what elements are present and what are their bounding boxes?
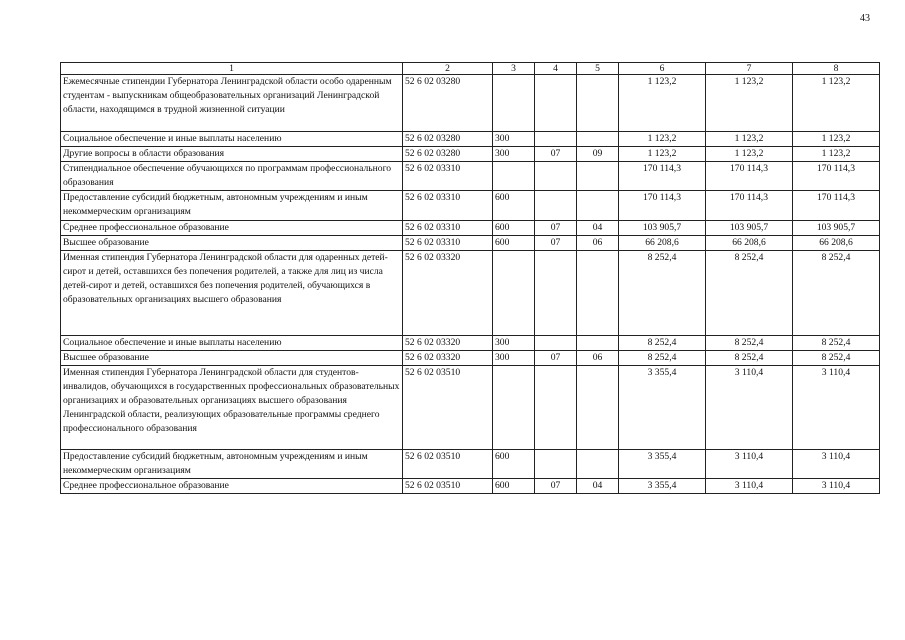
table-row: [61, 450, 880, 479]
row-name: Социальное обеспечение и иные выплаты населению: [61, 132, 403, 147]
section: [535, 366, 577, 450]
amount-year-1: 8 252,4: [619, 351, 706, 366]
table-row: [61, 336, 880, 351]
target-article-code: 52 6 02 03320: [403, 251, 493, 336]
section: [535, 162, 577, 191]
expense-type: 600: [493, 479, 535, 494]
target-article-code: 52 6 02 03510: [403, 450, 493, 479]
amount-year-3: 66 208,6: [793, 236, 880, 251]
section: 07: [535, 479, 577, 494]
column-header: 8: [793, 63, 880, 75]
amount-year-2: 8 252,4: [706, 251, 793, 336]
target-article-code: 52 6 02 03310: [403, 236, 493, 251]
target-article-code: 52 6 02 03320: [403, 351, 493, 366]
section: [535, 450, 577, 479]
amount-year-2: 3 110,4: [706, 450, 793, 479]
table-row: [61, 221, 880, 236]
amount-year-3: 3 110,4: [793, 366, 880, 450]
section: [535, 336, 577, 351]
table-row: [61, 479, 880, 494]
section: [535, 75, 577, 132]
section: [535, 251, 577, 336]
amount-year-1: 1 123,2: [619, 132, 706, 147]
amount-year-3: 1 123,2: [793, 75, 880, 132]
table-body: [61, 75, 880, 494]
table-row: [61, 147, 880, 162]
expense-type: [493, 75, 535, 132]
expense-type: 600: [493, 221, 535, 236]
amount-year-3: 170 114,3: [793, 191, 880, 221]
expense-type: 600: [493, 450, 535, 479]
target-article-code: 52 6 02 03310: [403, 191, 493, 221]
row-name: Высшее образование: [61, 236, 403, 251]
expense-type: 300: [493, 336, 535, 351]
table-row: [61, 366, 880, 450]
table-row: [61, 236, 880, 251]
amount-year-3: 3 110,4: [793, 450, 880, 479]
section: 07: [535, 147, 577, 162]
subsection: [577, 366, 619, 450]
table-row: [61, 191, 880, 221]
subsection: [577, 251, 619, 336]
amount-year-2: 170 114,3: [706, 191, 793, 221]
amount-year-3: 1 123,2: [793, 132, 880, 147]
expense-type: 600: [493, 191, 535, 221]
target-article-code: 52 6 02 03310: [403, 221, 493, 236]
target-article-code: 52 6 02 03280: [403, 132, 493, 147]
subsection: [577, 75, 619, 132]
expense-type: 300: [493, 351, 535, 366]
section: 07: [535, 351, 577, 366]
target-article-code: 52 6 02 03280: [403, 75, 493, 132]
target-article-code: 52 6 02 03510: [403, 479, 493, 494]
amount-year-3: 3 110,4: [793, 479, 880, 494]
amount-year-1: 170 114,3: [619, 162, 706, 191]
amount-year-2: 170 114,3: [706, 162, 793, 191]
column-header: 4: [535, 63, 577, 75]
row-name: Предоставление субсидий бюджетным, автономным учреждениям и иным некоммерческим организациям: [61, 450, 403, 479]
column-header: 2: [403, 63, 493, 75]
amount-year-2: 103 905,7: [706, 221, 793, 236]
amount-year-1: 103 905,7: [619, 221, 706, 236]
amount-year-2: 3 110,4: [706, 479, 793, 494]
subsection: [577, 450, 619, 479]
amount-year-1: 8 252,4: [619, 251, 706, 336]
subsection: 06: [577, 236, 619, 251]
subsection: 04: [577, 221, 619, 236]
section: [535, 191, 577, 221]
amount-year-3: 8 252,4: [793, 251, 880, 336]
amount-year-1: 170 114,3: [619, 191, 706, 221]
amount-year-3: 1 123,2: [793, 147, 880, 162]
subsection: [577, 191, 619, 221]
column-header: 7: [706, 63, 793, 75]
section: 07: [535, 221, 577, 236]
section: [535, 132, 577, 147]
amount-year-1: 1 123,2: [619, 147, 706, 162]
column-number-row: [61, 63, 880, 75]
amount-year-1: 66 208,6: [619, 236, 706, 251]
amount-year-2: 3 110,4: [706, 366, 793, 450]
row-name: Именная стипендия Губернатора Ленинградской области для студентов-инвалидов, обучающихся в государственных профессиональных образовательных организациях и образовательных организациях высшего образования Ленинградской области, реализующих образовательные программы среднего профессионального образования: [61, 366, 403, 450]
amount-year-1: 3 355,4: [619, 366, 706, 450]
table-row: [61, 132, 880, 147]
row-name: Стипендиальное обеспечение обучающихся по программам профессионального образования: [61, 162, 403, 191]
amount-year-2: 1 123,2: [706, 132, 793, 147]
target-article-code: 52 6 02 03310: [403, 162, 493, 191]
subsection: 04: [577, 479, 619, 494]
section: 07: [535, 236, 577, 251]
row-name: Предоставление субсидий бюджетным, автономным учреждениям и иным некоммерческим организациям: [61, 191, 403, 221]
amount-year-3: 170 114,3: [793, 162, 880, 191]
expense-type: [493, 366, 535, 450]
expense-type: 600: [493, 236, 535, 251]
amount-year-1: 3 355,4: [619, 450, 706, 479]
row-name: Социальное обеспечение и иные выплаты населению: [61, 336, 403, 351]
expense-type: [493, 162, 535, 191]
amount-year-3: 103 905,7: [793, 221, 880, 236]
table-row: [61, 162, 880, 191]
amount-year-3: 8 252,4: [793, 351, 880, 366]
column-header: 5: [577, 63, 619, 75]
target-article-code: 52 6 02 03320: [403, 336, 493, 351]
amount-year-1: 3 355,4: [619, 479, 706, 494]
row-name: Ежемесячные стипендии Губернатора Ленинградской области особо одаренным студентам - выпускникам общеобразовательных организаций Ленинградской области, находящимся в трудной жизненной ситуации: [61, 75, 403, 132]
table-row: [61, 251, 880, 336]
expense-type: 300: [493, 132, 535, 147]
subsection: 09: [577, 147, 619, 162]
column-header: 1: [61, 63, 403, 75]
amount-year-2: 8 252,4: [706, 336, 793, 351]
amount-year-3: 8 252,4: [793, 336, 880, 351]
target-article-code: 52 6 02 03280: [403, 147, 493, 162]
table-row: [61, 351, 880, 366]
amount-year-1: 8 252,4: [619, 336, 706, 351]
amount-year-2: 1 123,2: [706, 147, 793, 162]
table-row: [61, 75, 880, 132]
subsection: [577, 162, 619, 191]
row-name: Именная стипендия Губернатора Ленинградской области для одаренных детей-сирот и детей, оставшихся без попечения родителей, а также для лиц из числа детей-сирот и детей, оставшихся без попечения родителей, обучающихся в образовательных организациях высшего образования: [61, 251, 403, 336]
column-header: 6: [619, 63, 706, 75]
amount-year-2: 66 208,6: [706, 236, 793, 251]
subsection: [577, 336, 619, 351]
page-number: 43: [860, 13, 870, 24]
budget-table: [60, 62, 880, 494]
row-name: Среднее профессиональное образование: [61, 479, 403, 494]
amount-year-2: 8 252,4: [706, 351, 793, 366]
row-name: Другие вопросы в области образования: [61, 147, 403, 162]
row-name: Высшее образование: [61, 351, 403, 366]
target-article-code: 52 6 02 03510: [403, 366, 493, 450]
row-name: Среднее профессиональное образование: [61, 221, 403, 236]
column-header: 3: [493, 63, 535, 75]
expense-type: 300: [493, 147, 535, 162]
amount-year-2: 1 123,2: [706, 75, 793, 132]
subsection: 06: [577, 351, 619, 366]
subsection: [577, 132, 619, 147]
amount-year-1: 1 123,2: [619, 75, 706, 132]
expense-type: [493, 251, 535, 336]
